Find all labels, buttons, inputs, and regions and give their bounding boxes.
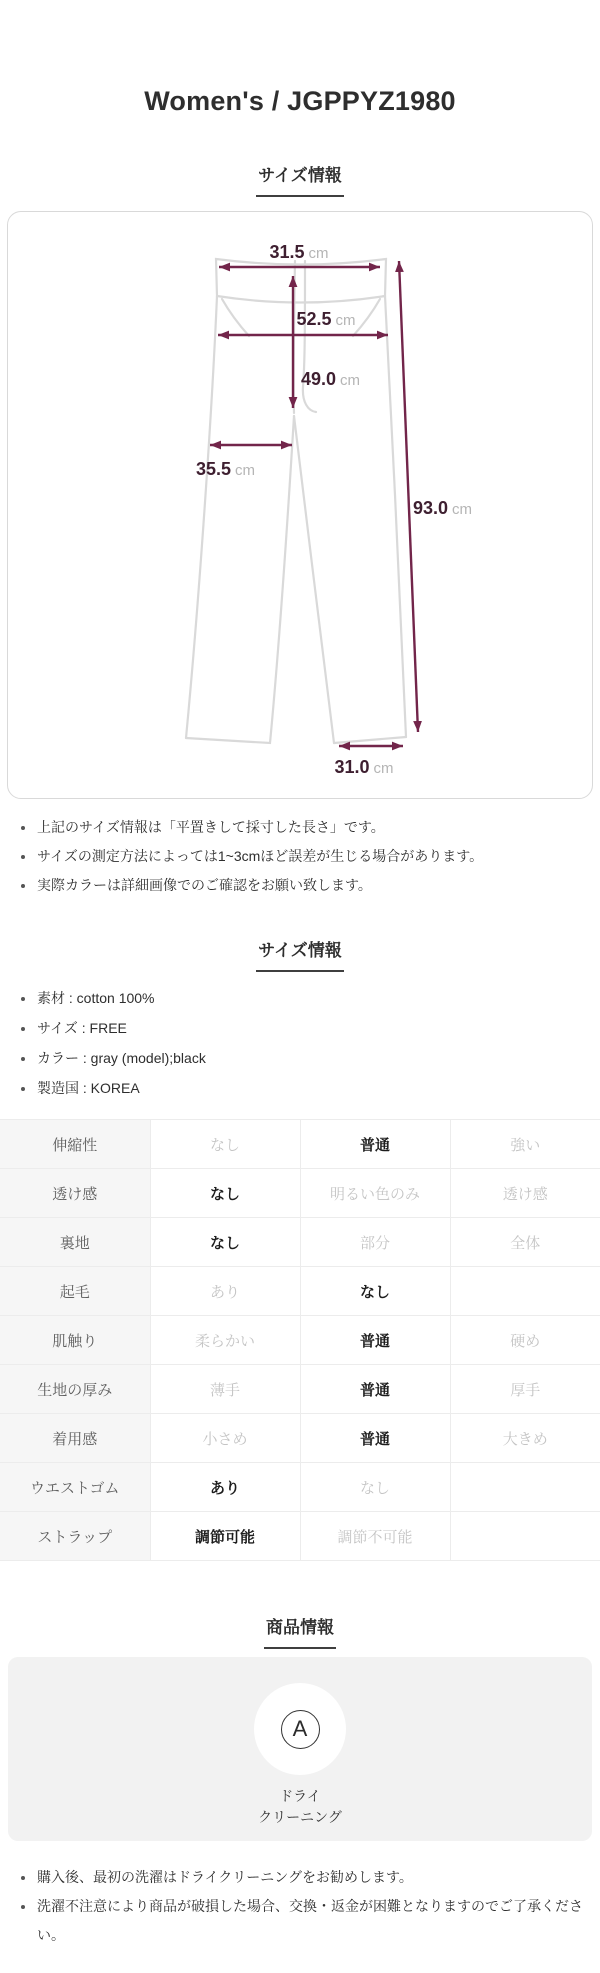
row-label: 着用感	[0, 1414, 150, 1463]
option-cell: なし	[300, 1463, 450, 1512]
option-cell: 透け感	[450, 1169, 600, 1218]
rise-measurement-label: 49.0 cm	[301, 369, 361, 389]
feature-table	[0, 1119, 600, 1561]
row-label: 生地の厚み	[0, 1365, 150, 1414]
spec-item: 素材 : cotton 100%	[0, 984, 586, 1013]
care-symbol-background	[254, 1683, 346, 1775]
option-cell: なし	[300, 1267, 450, 1316]
row-label: 起毛	[0, 1267, 150, 1316]
table-row	[0, 1120, 600, 1169]
option-cell: 柔らかい	[150, 1316, 300, 1365]
note-item: 洗濯不注意により商品が破損した場合、交換・返金が困難となりますのでご了承ください。	[0, 1892, 586, 1950]
row-label: ストラップ	[0, 1512, 150, 1561]
option-cell: あり	[150, 1463, 300, 1512]
pants-measurement-diagram	[8, 212, 592, 799]
option-cell: 普通	[300, 1365, 450, 1414]
option-cell: 普通	[300, 1120, 450, 1169]
option-cell: 強い	[450, 1120, 600, 1169]
section-heading-product: 商品情報	[0, 1613, 600, 1649]
row-label: 透け感	[0, 1169, 150, 1218]
option-cell	[450, 1463, 600, 1512]
page-title: Women's / JGPPYZ1980	[144, 86, 456, 116]
table-row	[0, 1365, 600, 1414]
option-cell: 普通	[300, 1316, 450, 1365]
option-cell	[450, 1267, 600, 1316]
size-notes-list	[0, 813, 600, 900]
note-item: 実際カラーは詳細画像でのご確認をお願い致します。	[0, 871, 586, 900]
note-item: サイズの測定方法によっては1~3cmほど誤差が生じる場合があります。	[0, 842, 586, 871]
row-label: 肌触り	[0, 1316, 150, 1365]
section-heading-size: サイズ情報	[0, 161, 600, 197]
option-cell: 薄手	[150, 1365, 300, 1414]
care-label: ドライ クリーニング	[258, 1788, 342, 1825]
care-notes-list	[0, 1863, 600, 1973]
option-cell: 大きめ	[450, 1414, 600, 1463]
option-cell: なし	[150, 1120, 300, 1169]
note-item: 上記のサイズ情報は「平置きして採寸した長さ」です。	[0, 813, 586, 842]
table-row	[0, 1463, 600, 1512]
table-row	[0, 1267, 600, 1316]
row-label: 伸縮性	[0, 1120, 150, 1169]
spec-item: カラー : gray (model);black	[0, 1044, 586, 1073]
option-cell: 明るい色のみ	[300, 1169, 450, 1218]
row-label: 裏地	[0, 1218, 150, 1267]
option-cell: 調節不可能	[300, 1512, 450, 1561]
option-cell: 厚手	[450, 1365, 600, 1414]
option-cell: 普通	[300, 1414, 450, 1463]
table-row	[0, 1414, 600, 1463]
hem-measurement-label: 31.0 cm	[334, 757, 394, 777]
spec-item: サイズ : FREE	[0, 1014, 586, 1043]
size-diagram-panel	[7, 211, 593, 799]
table-row	[0, 1316, 600, 1365]
option-cell: 部分	[300, 1218, 450, 1267]
option-cell: なし	[150, 1218, 300, 1267]
option-cell: 全体	[450, 1218, 600, 1267]
option-cell: 硬め	[450, 1316, 600, 1365]
note-item: 購入後、最初の洗濯はドライクリーニングをお勧めします。	[0, 1863, 586, 1892]
option-cell: 調節可能	[150, 1512, 300, 1561]
length-measurement-label: 93.0 cm	[413, 498, 473, 518]
care-instructions-panel	[8, 1657, 592, 1841]
row-label: ウエストゴム	[0, 1463, 150, 1512]
option-cell: あり	[150, 1267, 300, 1316]
table-row	[0, 1512, 600, 1561]
waist-measurement-label: 31.5 cm	[269, 242, 329, 262]
option-cell	[450, 1512, 600, 1561]
section-heading-spec: サイズ情報	[0, 936, 600, 972]
option-cell: 小さめ	[150, 1414, 300, 1463]
table-row	[0, 1169, 600, 1218]
spec-list	[0, 984, 600, 1103]
dry-cleaning-icon: A	[281, 1710, 320, 1749]
pants-outline	[186, 259, 406, 743]
spec-item: 製造国 : KOREA	[0, 1074, 586, 1103]
option-cell: なし	[150, 1169, 300, 1218]
thigh-measurement-label: 35.5 cm	[196, 459, 256, 479]
table-row	[0, 1218, 600, 1267]
hip-measurement-label: 52.5 cm	[296, 309, 356, 329]
